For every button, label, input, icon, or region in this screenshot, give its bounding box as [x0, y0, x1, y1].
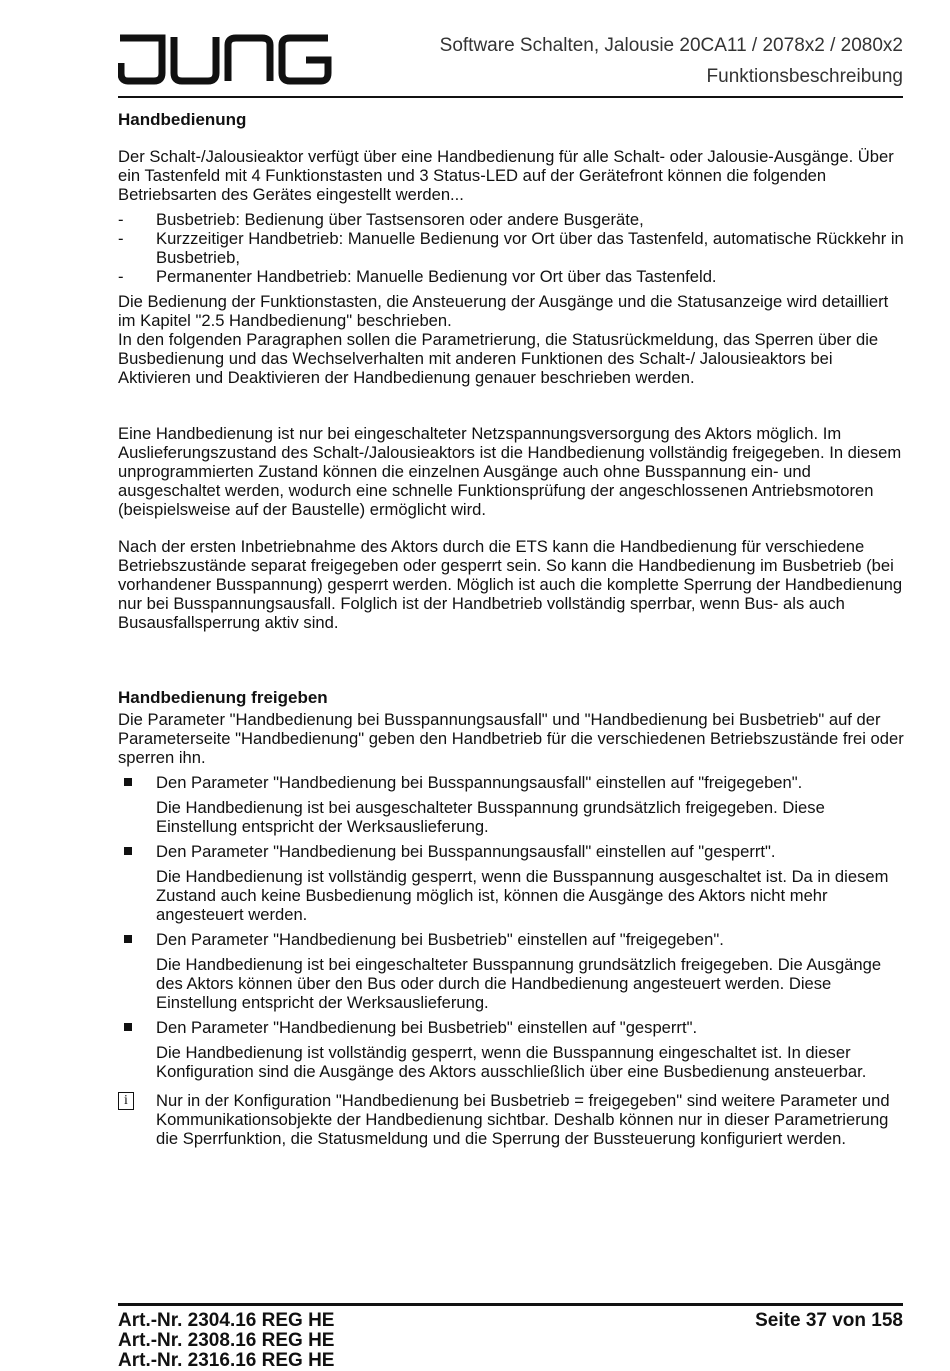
article-number: Art.-Nr. 2308.16 REG HE: [118, 1330, 335, 1351]
list-item: Den Parameter "Handbedienung bei Busspannungsausfall" einstellen auf "freigegeben". Die Handbedienung ist bei ausgeschalteter Busspannung grundsätzlich freigegeben. Diese Einstellung entspricht der Werksauslieferung.: [118, 773, 908, 836]
jung-logo: [118, 33, 332, 85]
section-heading-handbedienung: Handbedienung: [118, 110, 247, 129]
page-content: [118, 110, 908, 1148]
info-note: i Nur in der Konfiguration "Handbedienung bei Busbetrieb = freigegeben" sind weitere Parameter und Kommunikationsobjekte der Handbedienung sichtbar. Deshalb können nur in dieser Parametrierung die Sperrfunktion, die Statusmeldung und die Sperrung der Bussteuerung konfiguriert werden.: [118, 1091, 908, 1148]
article-number: Art.-Nr. 2316.16 REG HE: [118, 1350, 335, 1371]
section-heading-freigeben: Handbedienung freigeben: [118, 688, 328, 707]
bullet-square-icon: [124, 1023, 132, 1031]
bullet-square-icon: [124, 778, 132, 786]
bullet-square-icon: [124, 935, 132, 943]
list-item: Den Parameter "Handbedienung bei Busbetrieb" einstellen auf "freigegeben". Die Handbedienung ist bei eingeschalteter Busspannung grundsätzlich freigegeben. Die Ausgänge des Aktors können über den Bus oder durch die Handbedienung angesteuert werden. Diese Einstellung entspricht der Werksauslieferung.: [118, 930, 908, 1012]
paragraph: In den folgenden Paragraphen sollen die Parametrierung, die Statusrückmeldung, das Sperren über die Busbedienung und das Wechselverhalten mit anderen Funktionen des Schalt-/ Jalousieaktors bei Aktivieren und Deaktivieren der Handbedienung genauer beschrieben werden.: [118, 330, 879, 387]
operating-modes-list: [118, 210, 908, 286]
list-item: Den Parameter "Handbedienung bei Busbetrieb" einstellen auf "gesperrt". Die Handbedienung ist vollständig gesperrt, wenn die Busspannung eingeschaltet ist. In dieser Konfiguration sind die Ausgänge des Aktors ausschließlich über eine Busbedienung ansteuerbar.: [118, 1018, 908, 1081]
paragraph: Nach der ersten Inbetriebnahme des Aktors durch die ETS kann die Handbedienung für verschiedene Betriebszustände separat freigegeben oder gesperrt sein. So kann die Handbedienung im Busbetrieb (bei vorhandener Busspannung) gesperrt werden. Möglich ist auch die komplette Sperrung der Handbedienung nur bei Busspannungsausfall. Folglich ist der Handbetrieb vollständig sperrbar, wenn Bus- als auch Busausfallsperrung aktiv sind.: [118, 537, 903, 632]
document-title: Software Schalten, Jalousie 20CA11 / 2078x2 / 2080x2: [439, 35, 903, 56]
document-subtitle: Funktionsbeschreibung: [706, 66, 903, 87]
footer-rule: [118, 1303, 903, 1306]
info-icon: i: [118, 1092, 134, 1110]
list-item: - Busbetrieb: Bedienung über Tastsensoren oder andere Busgeräte,: [118, 210, 644, 229]
list-item: Den Parameter "Handbedienung bei Busspannungsausfall" einstellen auf "gesperrt". Die Handbedienung ist vollständig gesperrt, wenn die Busspannung ausgeschaltet ist. Da in diesem Zustand auch keine Busbedienung möglich ist, können die Ausgänge des Aktors nicht mehr angesteuert werden.: [118, 842, 908, 924]
paragraph: Die Bedienung der Funktionstasten, die Ansteuerung der Ausgänge und die Statusanzeige wird detailliert im Kapitel "2.5 Handbedienung" beschrieben.: [118, 292, 889, 330]
article-number: Art.-Nr. 2304.16 REG HE: [118, 1310, 335, 1331]
list-item: - Permanenter Handbetrieb: Manuelle Bedienung vor Ort über das Tastenfeld.: [118, 267, 717, 286]
page-number: Seite 37 von 158: [755, 1310, 903, 1331]
bullet-square-icon: [124, 847, 132, 855]
paragraph: Eine Handbedienung ist nur bei eingeschalteter Netzspannungsversorgung des Aktors möglich. Im Auslieferungszustand des Schalt-/Jalousieaktors ist die Handbedienung vollständig freigegeben. In diesem unprogrammierten Zustand können die einzelnen Ausgänge auch ohne Busspannung ein- und ausgeschaltet werden, wodurch eine schnelle Funktionsprüfung der angeschlossenen Antriebsmotoren (beispielsweise auf der Baustelle) ermöglicht wird.: [118, 424, 902, 519]
intro-paragraph: Die Parameter "Handbedienung bei Busspannungsausfall" und "Handbedienung bei Busbetrieb" auf der Parameterseite "Handbedienung" geben den Handbetrieb für die verschiedenen Betriebszustände frei oder sperren ihn.: [118, 710, 904, 767]
intro-paragraph: Der Schalt-/Jalousieaktor verfügt über eine Handbedienung für alle Schalt- oder Jalousie-Ausgänge. Über ein Tastenfeld mit 4 Funktionstasten und 3 Status-LED auf der Gerätefront können die folgenden Betriebsarten des Gerätes eingestellt werden...: [118, 147, 894, 204]
header-rule: [118, 96, 903, 98]
list-item: - Kurzzeitiger Handbetrieb: Manuelle Bedienung vor Ort über das Tastenfeld, automatische Rückkehr in Busbetrieb,: [118, 229, 904, 267]
